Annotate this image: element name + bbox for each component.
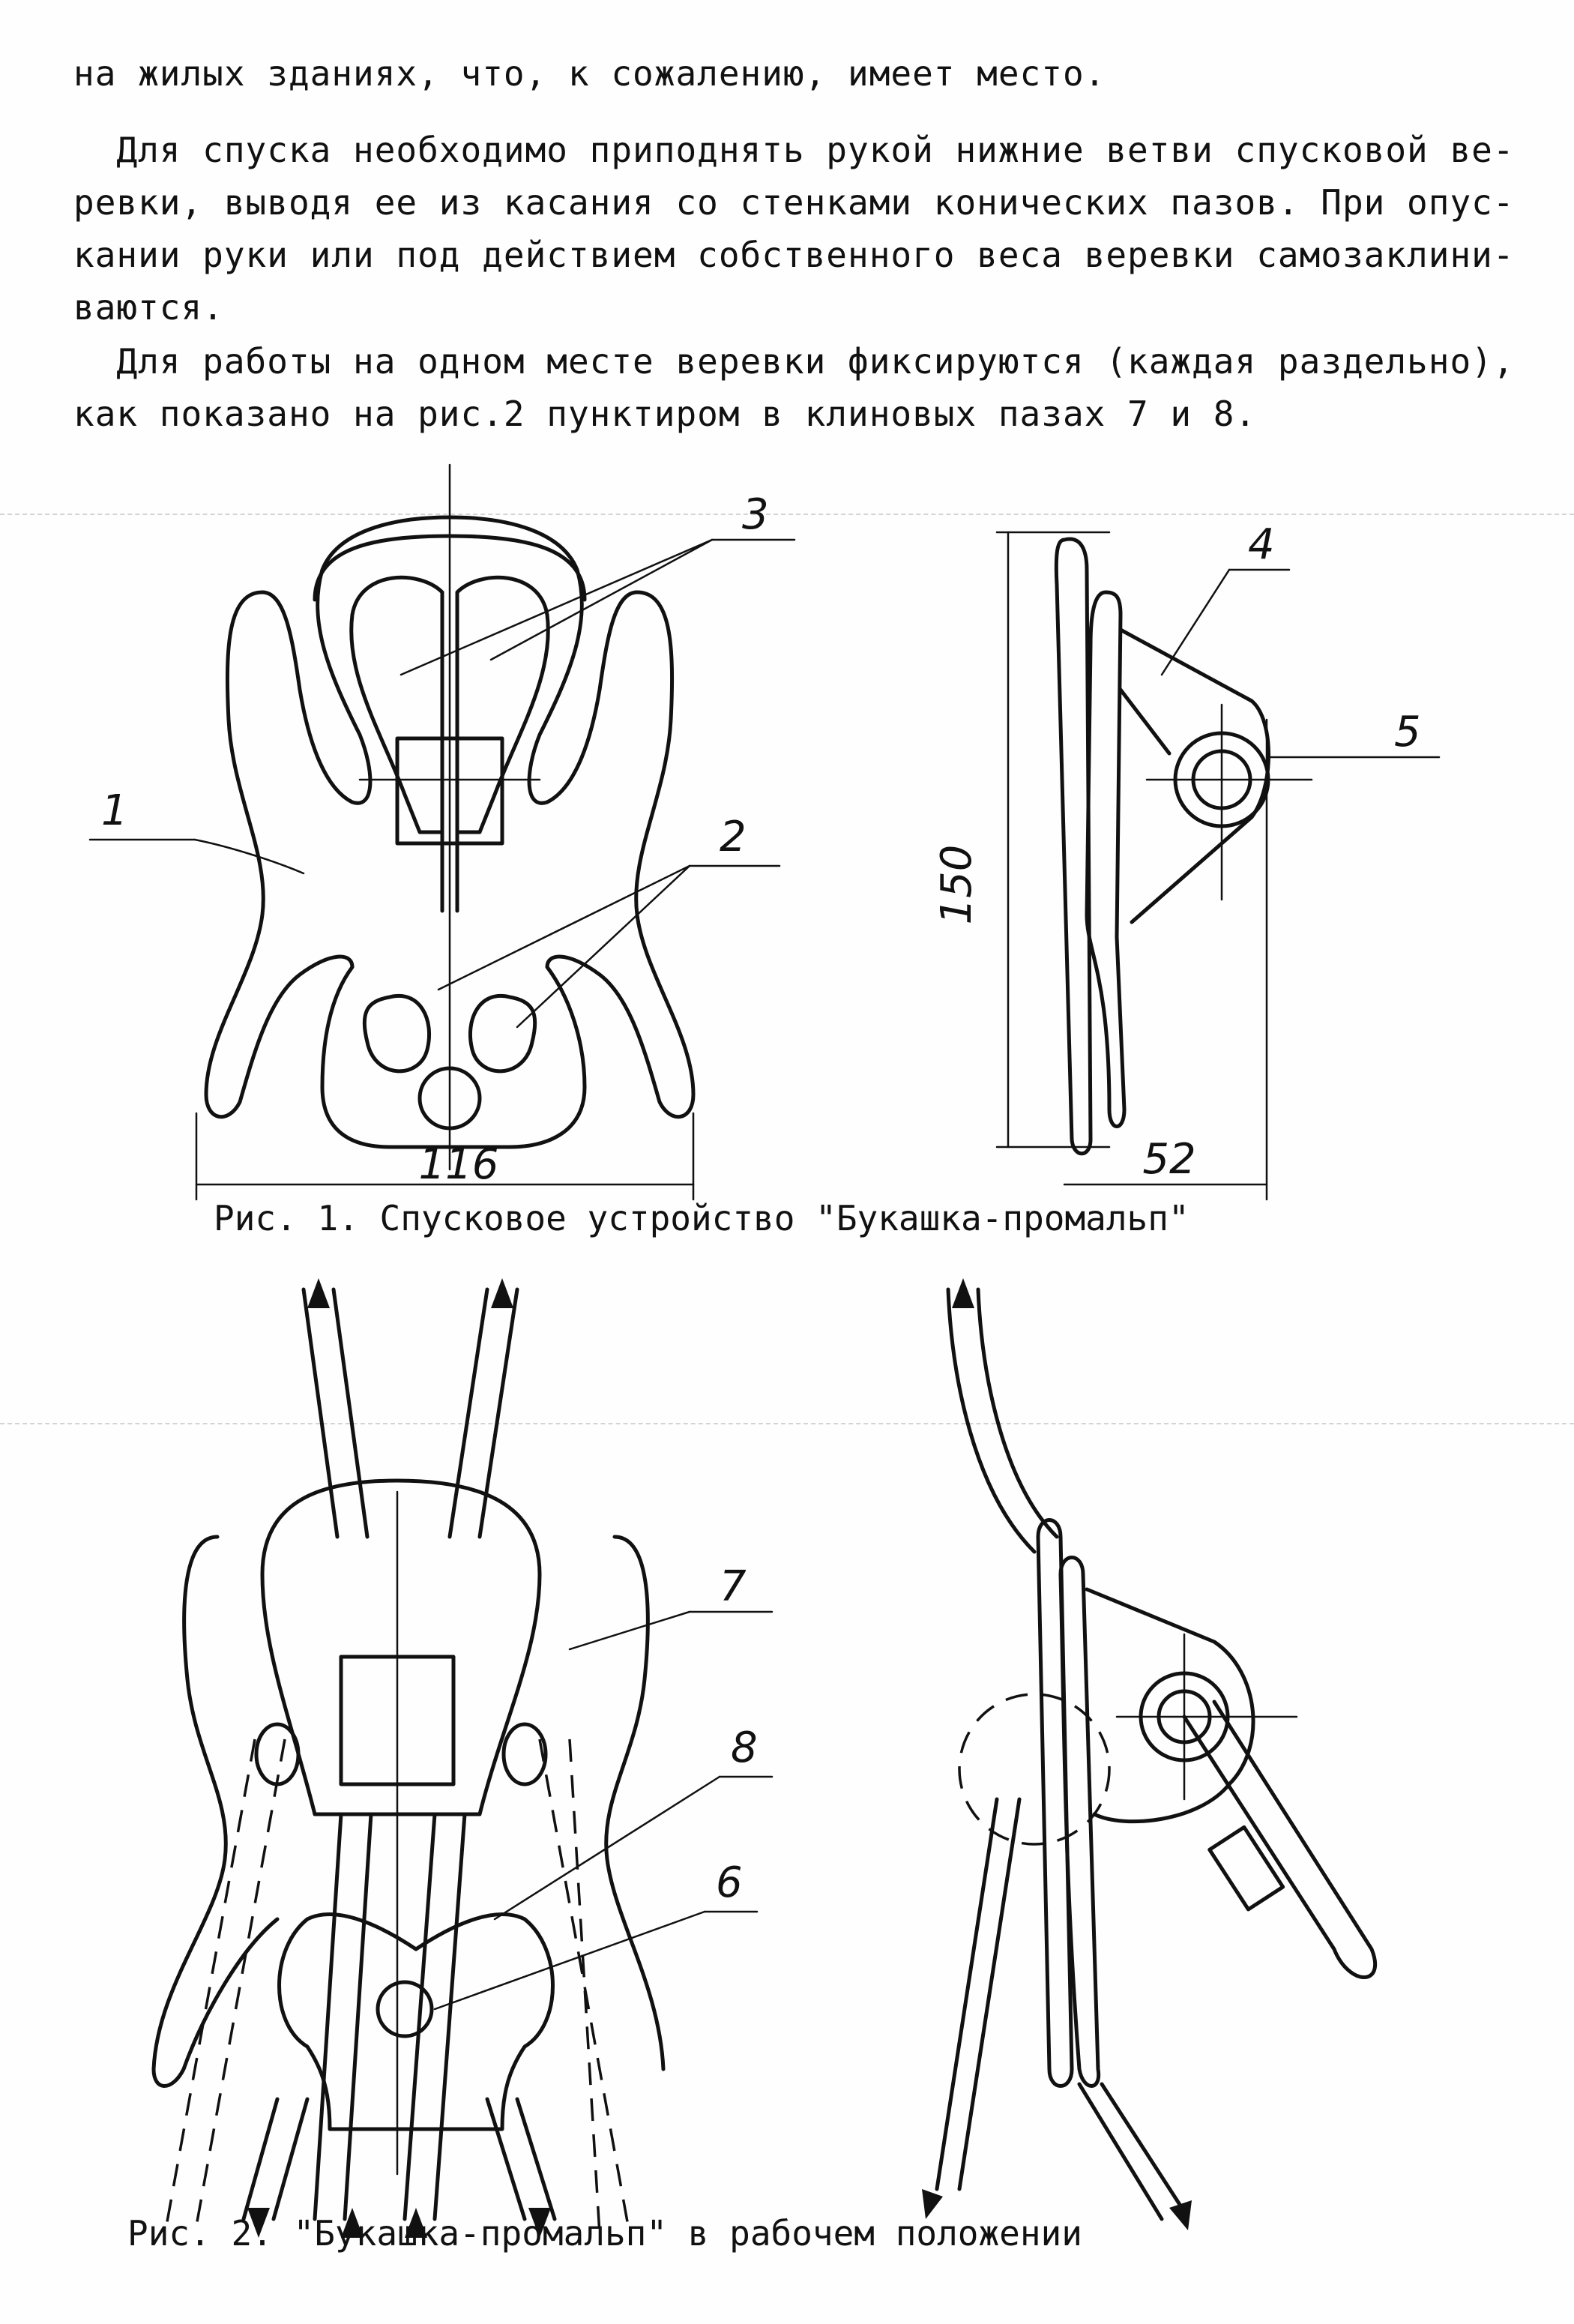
side-rope-lower	[937, 1799, 1184, 2219]
arrow-up-icon	[307, 1278, 330, 1308]
dim-width-front: 116	[418, 1140, 499, 1189]
label-4: 4	[1248, 520, 1275, 569]
carabiner-hole-2	[378, 1982, 432, 2036]
text-line-7: как показано на рис.2 пунктиром в клиновых пазах 7 и 8.	[73, 394, 1257, 434]
side-plate-front-2	[1061, 1558, 1099, 2086]
arrow-down-icon	[1169, 2200, 1192, 2230]
dim-width-side: 52	[1142, 1135, 1196, 1184]
side-dashed-loop	[959, 1694, 1109, 1844]
rope-upper-right	[450, 1289, 517, 1537]
text-line-5: ваются.	[73, 287, 224, 328]
upper-frame-2	[262, 1481, 540, 1814]
text-line-3: ревки, выводя ее из касания со стенками конических пазов. При опус-	[73, 182, 1515, 223]
side-rope-upper	[948, 1289, 1057, 1552]
wedge-slot-right	[504, 1724, 546, 1784]
arrow-up-icon	[491, 1278, 513, 1308]
label-3: 3	[742, 490, 769, 539]
label-8: 8	[731, 1724, 758, 1772]
rope-lower-outer	[244, 2099, 555, 2219]
text-line-2: Для спуска необходимо приподнять рукой нижние ветви спусковой ве-	[73, 130, 1515, 170]
text-line-6: Для работы на одном месте веревки фиксируются (каждая раздельно),	[73, 341, 1515, 382]
rope-upper-left	[304, 1289, 367, 1537]
label-1: 1	[101, 786, 128, 835]
text-line-4: кании руки или под действием собственного веса веревки самозаклини-	[73, 235, 1515, 275]
text-line-1: на жилых зданиях, что, к сожалению, имеет место.	[73, 53, 1106, 94]
figure-1-caption: Рис. 1. Спусковое устройство "Букашка-промальп"	[214, 1198, 1189, 1238]
leader-6	[435, 1912, 705, 2009]
label-7: 7	[720, 1562, 747, 1611]
dim-height: 150	[932, 844, 981, 925]
carabiner-lock-icon	[1210, 1827, 1283, 1909]
leader-7	[570, 1612, 690, 1649]
label-2: 2	[720, 813, 747, 861]
label-6: 6	[716, 1858, 743, 1907]
lower-frame-2	[280, 1915, 553, 2129]
carabiner-bar	[1184, 1702, 1375, 1978]
figure-2-caption: Рис. 2. "Букашка-промальп" в рабочем положении	[127, 2213, 1082, 2254]
leader-8	[495, 1777, 720, 1919]
rope-lower	[315, 1814, 465, 2219]
label-5: 5	[1394, 708, 1421, 756]
arrow-up-icon	[952, 1278, 974, 1308]
